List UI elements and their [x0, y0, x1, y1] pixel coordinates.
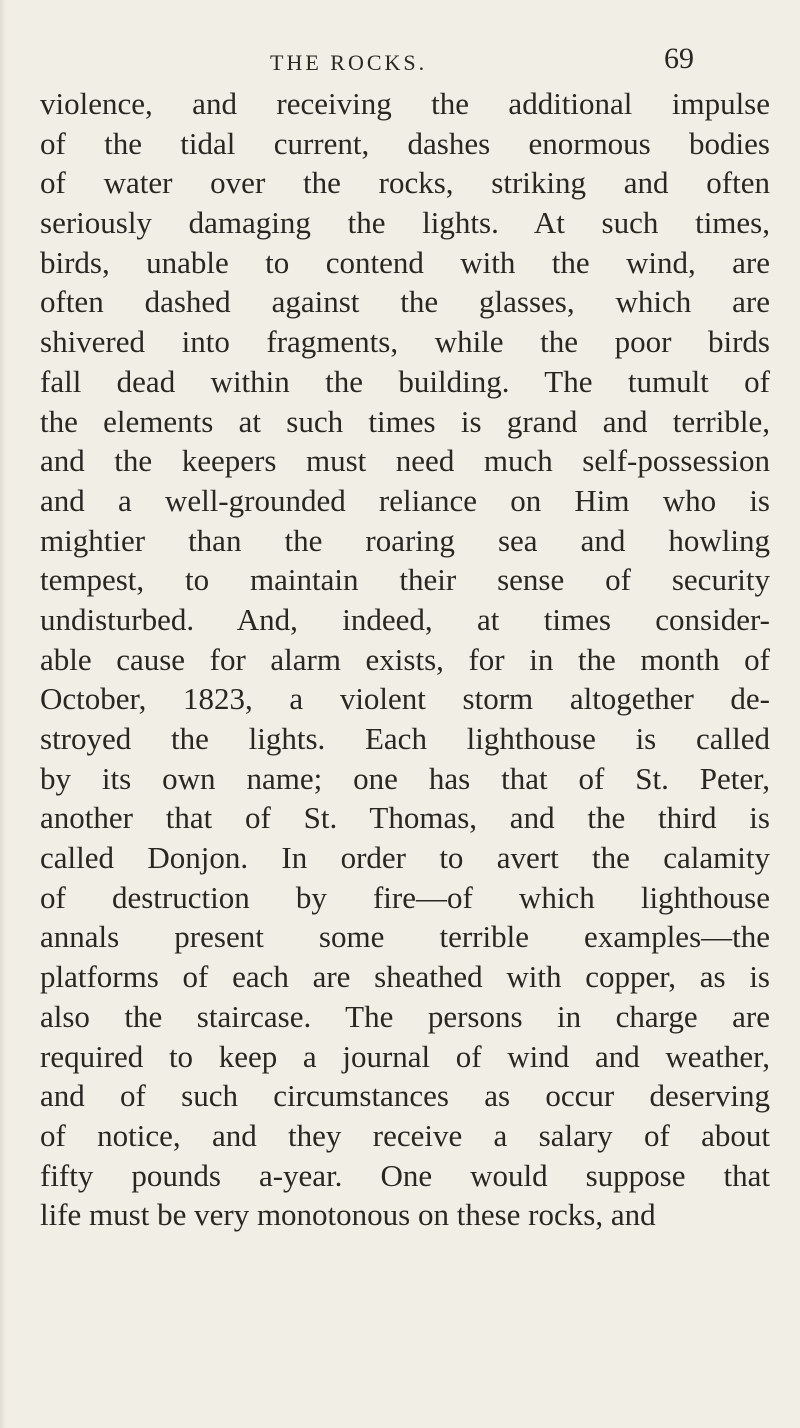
text-line: October, 1823, a violent storm altogether de-	[40, 681, 770, 717]
text-line: mightier than the roaring sea and howling	[40, 522, 770, 558]
text-line: and a well-grounded reliance on Him who is	[40, 482, 770, 518]
text-line: platforms of each are sheathed with copper, as is	[40, 959, 770, 995]
text-line: another that of St. Thomas, and the third is	[40, 800, 770, 836]
text-line: shivered into fragments, while the poor birds	[40, 324, 770, 360]
text-line: the elements at such times is grand and terrible,	[40, 403, 770, 439]
text-line: fall dead within the building. The tumult of	[40, 363, 770, 399]
text-line: required to keep a journal of wind and weather,	[40, 1038, 770, 1074]
text-line: tempest, to maintain their sense of security	[40, 562, 770, 598]
text-line: undisturbed. And, indeed, at times consider-	[40, 601, 770, 637]
text-line: fifty pounds a-year. One would suppose that	[40, 1157, 770, 1193]
text-line: by its own name; one has that of St. Peter,	[40, 760, 770, 796]
text-line: and the keepers must need much self-possession	[40, 443, 770, 479]
text-line: stroyed the lights. Each lighthouse is called	[40, 721, 770, 756]
text-line: called Donjon. In order to avert the calamity	[40, 840, 770, 876]
text-line: seriously damaging the lights. At such times,	[40, 205, 770, 241]
text-line: of water over the rocks, striking and often	[40, 165, 770, 201]
text-line: of the tidal current, dashes enormous bodies	[40, 125, 770, 161]
text-line: of destruction by fire—of which lighthouse	[40, 879, 770, 915]
text-line: and of such circumstances as occur deserving	[40, 1078, 770, 1114]
text-line: birds, unable to contend with the wind, are	[40, 244, 770, 280]
text-line: violence, and receiving the additional impulse	[40, 86, 770, 121]
text-line: able cause for alarm exists, for in the month of	[40, 641, 770, 677]
text-line: also the staircase. The persons in charge are	[40, 998, 770, 1034]
body-text	[40, 84, 770, 1235]
text-line: life must be very monotonous on these rocks, and	[40, 1197, 656, 1233]
page-edge-shadow	[0, 0, 6, 1428]
text-line: annals present some terrible examples—the	[40, 919, 770, 955]
text-line: often dashed against the glasses, which are	[40, 284, 770, 320]
running-head: THE ROCKS.	[270, 50, 428, 75]
text-line: of notice, and they receive a salary of about	[40, 1117, 770, 1153]
page-number: 69	[664, 42, 694, 75]
